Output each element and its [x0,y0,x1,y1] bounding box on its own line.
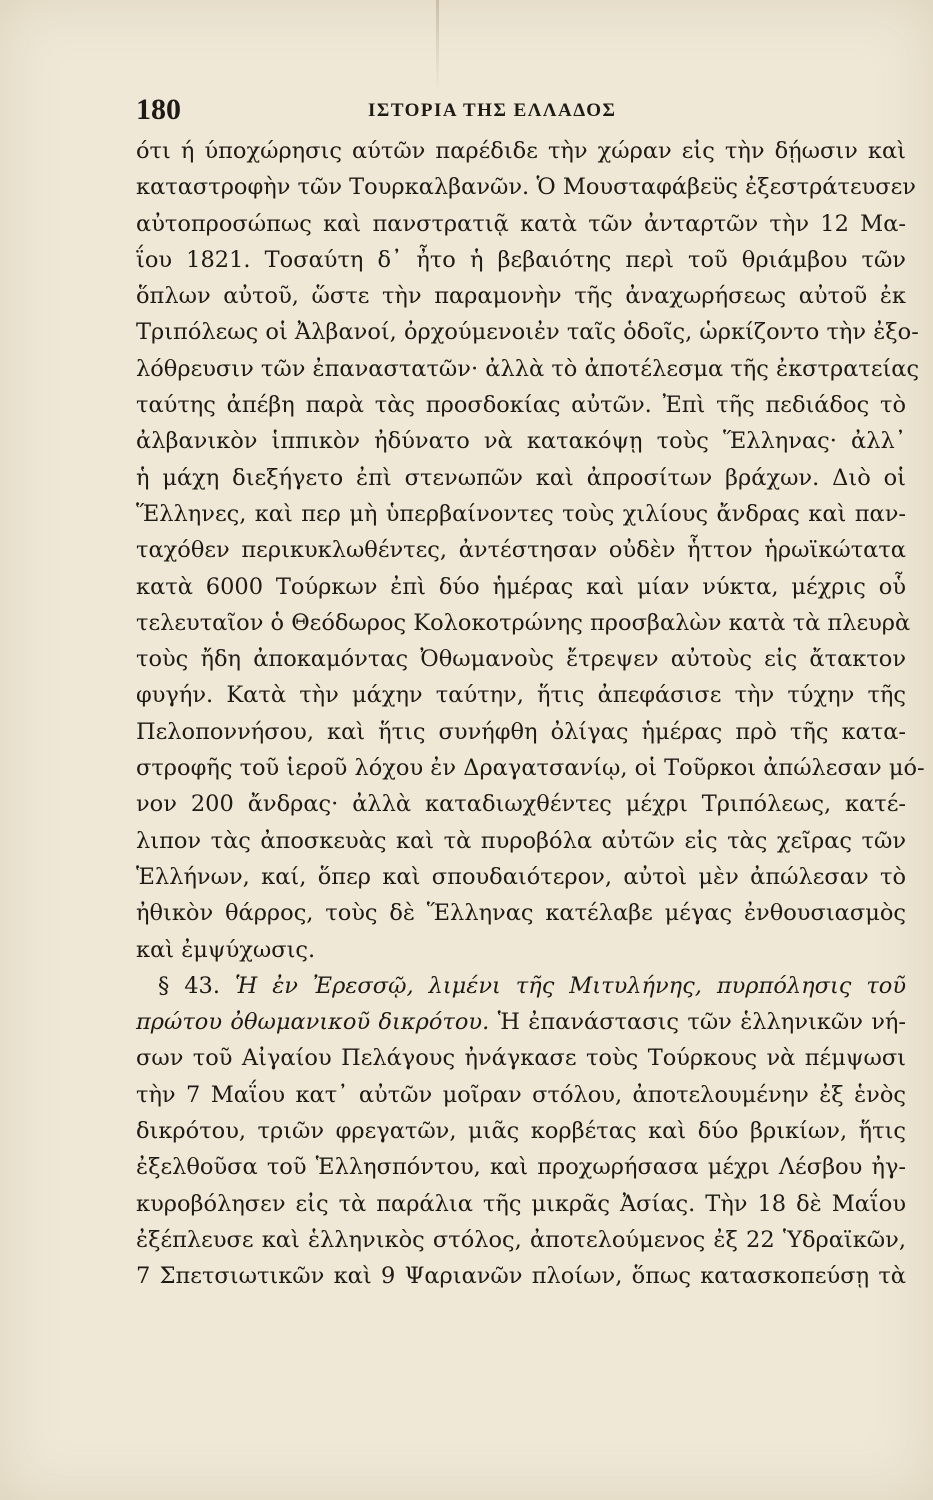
text-line: ταύτης ἀπέβη παρὰ τὰς προσδοκίας αὐτῶν. Ἐπὶ τῆς πεδιάδος τὸ [136,392,906,419]
page-header [136,95,906,125]
section-title: Ἡ ἐν Ἐρεσσῷ, λιμένι τῆς Μιτυλήνης, πυρπόλησις τοῦ [234,972,907,999]
text-line: ΐου 1821. Τοσαύτη δ᾿ ἦτο ἡ βεβαιότης περὶ τοῦ θριάμβου τῶν [136,246,906,273]
text-line: ταχόθεν περικυκλωθέντες, ἀντέστησαν οὐδὲν ἧττον ἡρωϊκώτατα [136,537,906,564]
page-number: 180 [136,93,181,126]
body-text [136,133,925,1295]
text-line: ὅπλων αὐτοῦ, ὥστε τὴν παραμονὴν τῆς ἀναχωρήσεως αὐτοῦ ἐκ [136,283,906,310]
text-line: δικρότου, τριῶν φρεγατῶν, μιᾶς κορβέτας καὶ δύο βρικίων, ἥτις [136,1118,906,1145]
text-line: νον 200 ἄνδρας· ἀλλὰ καταδιωχθέντες μέχρι Τριπόλεως, κατέ- [136,791,906,818]
text-line: τοὺς ἤδη ἀποκαμόντας Ὀθωμανοὺς ἔτρεψεν αὐτοὺς εἰς ἄτακτον [136,646,906,673]
section-heading [136,968,906,1004]
text-line-paragraph-end: καὶ ἐμψύχωσις. [136,936,316,963]
text-line: κατὰ 6000 Τούρκων ἐπὶ δύο ἡμέρας καὶ μίαν νύκτα, μέχρις οὗ [136,573,906,600]
text-line: ἠθικὸν θάρρος, τοὺς δὲ Ἕλληνας κατέλαβε μέγας ἐνθουσιασμὸς [136,900,906,927]
text-line: Πελοποννήσου, καὶ ἥτις συνήφθη ὀλίγας ἡμέρας πρὸ τῆς κατα- [136,718,906,745]
text-line: αὐτοπροσώπως καὶ πανστρατιᾷ κατὰ τῶν ἀνταρτῶν τὴν 12 Μα- [136,210,906,237]
text-line: φυγήν. Κατὰ τὴν μάχην ταύτην, ἥτις ἀπεφάσισε τὴν τύχην τῆς [136,682,906,709]
text-line: σων τοῦ Αἰγαίου Πελάγους ἠνάγκασε τοὺς Τούρκους νὰ πέμψωσι [136,1045,906,1072]
section-symbol: § [158,972,170,999]
text-line: κυροβόλησεν εἰς τὰ παράλια τῆς μικρᾶς Ἀσίας. Τὴν 18 δὲ Μαΐου [136,1190,906,1217]
text-line: ἐξέπλευσε καὶ ἑλληνικὸς στόλος, ἀποτελούμενος ἐξ 22 Ὑδραϊκῶν, [136,1226,906,1253]
section-heading-continuation [136,1004,906,1040]
text-line: ότι ή ύποχώρησις αύτῶν παρέδιδε τὴν χώραν εἰς τὴν δῄωσιν καὶ [136,138,906,164]
text-line: στροφῆς τοῦ ἱεροῦ λόχου ἐν Δραγατσανίῳ, οἱ Τοῦρκοι ἀπώλεσαν μό- [136,755,925,782]
text-line: τελευταῖον ὁ Θεόδωρος Κολοκοτρώνης προσβαλὼν κατὰ τὰ πλευρὰ [136,609,911,636]
text-line: ἡ μάχη διεξήγετο ἐπὶ στενωπῶν καὶ ἀπροσίτων βράχων. Διὸ οἱ [136,464,906,491]
running-head: ΙΣΤΟΡΙΑ ΤΗΣ ΕΛΛΑΔΟΣ [368,100,617,121]
section-number: 43. [184,972,220,999]
section-title-continued: πρώτου ὀθωμανικοῦ δικρότου. [136,1009,490,1036]
text-line: τὴν 7 Μαΐου κατ᾿ αὐτῶν μοῖραν στόλου, ἀποτελουμένην ἐξ ἑνὸς [136,1081,906,1108]
section-first-line: Ἡ ἐπανάστασις τῶν ἑλληνικῶν νή- [497,1009,907,1036]
text-line: Τριπόλεως οἱ Ἀλβανοί, ὀρχούμενοιἐν ταῖς ὁδοῖς, ὡρκίζοντο τὴν ἐξο- [136,319,919,346]
text-line: Ἑλλήνων, καί, ὅπερ καὶ σπουδαιότερον, αὐτοὶ μὲν ἀπώλεσαν τὸ [136,863,906,890]
text-line: ἐξελθοῦσα τοῦ Ἑλλησπόντου, καὶ προχωρήσασα μέχρι Λέσβου ἠγ- [136,1154,906,1181]
text-line: Ἕλληνες, καὶ περ μὴ ὑπερβαίνοντες τοὺς χιλίους ἄνδρας καὶ παν- [136,500,906,527]
page-fold-mark [436,0,439,92]
text-line: ἀλβανικὸν ἱππικὸν ἠδύνατο νὰ κατακόψῃ τοὺς Ἕλληνας· ἀλλ᾿ [136,428,906,455]
text-line: λιπον τὰς ἀποσκευὰς καὶ τὰ πυροβόλα αὐτῶν εἰς τὰς χεῖρας τῶν [136,827,906,854]
text-line: λόθρευσιν τῶν ἐπαναστατῶν· ἀλλὰ τὸ ἀποτέλεσμα τῆς ἐκστρατείας [136,355,920,382]
text-line: 7 Σπετσιωτικῶν καὶ 9 Ψαριανῶν πλοίων, ὅπως κατασκοπεύσῃ τὰ [136,1263,906,1290]
text-line: καταστροφὴν τῶν Τουρκαλβανῶν. Ὁ Μουσταφάβεϋς ἐξεστράτευσεν [136,174,916,201]
